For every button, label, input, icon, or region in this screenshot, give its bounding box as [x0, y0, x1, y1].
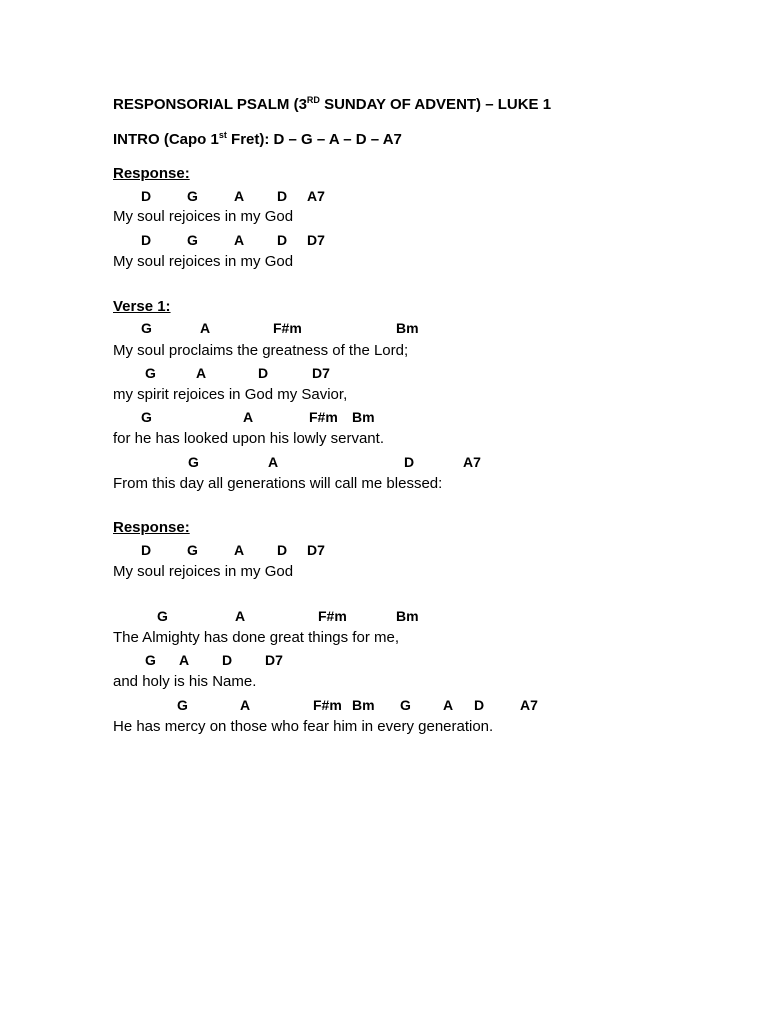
chord-line [0, 453, 768, 471]
chord: D [277, 188, 288, 204]
chord: G [400, 697, 411, 713]
chord: D [141, 542, 152, 558]
section-heading-verse: Verse 1: [113, 298, 171, 315]
chord-line [0, 651, 768, 669]
chord: G [141, 320, 152, 336]
title-superscript: RD [306, 95, 320, 105]
chord: G [187, 188, 198, 204]
chord: A [234, 542, 245, 558]
lyric-line: My soul proclaims the greatness of the Lord; [113, 342, 409, 359]
chord: A7 [307, 188, 325, 204]
chord-line [0, 231, 768, 249]
chord: F#m [318, 608, 347, 624]
chord: G [187, 232, 198, 248]
chord: Bm [352, 409, 375, 425]
chord: F#m [313, 697, 342, 713]
chord: D7 [307, 232, 325, 248]
lyric-line: and holy is his Name. [113, 673, 257, 690]
chord: D [404, 454, 415, 470]
section-heading-response: Response: [113, 165, 190, 182]
intro-superscript: st [218, 130, 227, 140]
chord: D [277, 542, 288, 558]
chord: Bm [396, 320, 419, 336]
chord: A [234, 188, 245, 204]
chord: A [443, 697, 454, 713]
chord: Bm [352, 697, 375, 713]
chord: G [145, 365, 156, 381]
lyric-line: From this day all generations will call me blessed: [113, 475, 443, 492]
chord: D [474, 697, 485, 713]
chord-line [0, 696, 768, 714]
page-title [113, 96, 551, 114]
chord: D7 [312, 365, 330, 381]
chord: A [240, 697, 251, 713]
chord-line [0, 187, 768, 205]
lyric-line: He has mercy on those who fear him in every generation. [113, 718, 494, 735]
chord: A [196, 365, 207, 381]
chord-line [0, 319, 768, 337]
chord: A [200, 320, 211, 336]
chord-line [0, 408, 768, 426]
chord: D7 [265, 652, 283, 668]
chord: G [145, 652, 156, 668]
section-heading-response: Response: [113, 519, 190, 536]
chord: A7 [463, 454, 481, 470]
chord: D [141, 232, 152, 248]
intro-text: INTRO (Capo 1 [113, 131, 219, 148]
chord: A7 [520, 697, 538, 713]
chord: D [258, 365, 269, 381]
chord: D7 [307, 542, 325, 558]
chord: A [234, 232, 245, 248]
lyric-line: My soul rejoices in my God [113, 253, 294, 270]
chord: F#m [273, 320, 302, 336]
lyric-line: The Almighty has done great things for me, [113, 629, 399, 646]
chord: D [141, 188, 152, 204]
chord-line [0, 607, 768, 625]
lyric-line: My soul rejoices in my God [113, 208, 294, 225]
chord-line [0, 364, 768, 382]
chord: A [243, 409, 254, 425]
chord: A [268, 454, 279, 470]
chord: G [188, 454, 199, 470]
chord: A [179, 652, 190, 668]
chord: G [177, 697, 188, 713]
title-text-end: SUNDAY OF ADVENT) – LUKE 1 [319, 96, 552, 113]
chord: Bm [396, 608, 419, 624]
chord: G [157, 608, 168, 624]
lyric-line: my spirit rejoices in God my Savior, [113, 386, 348, 403]
title-text: RESPONSORIAL PSALM (3 [113, 96, 307, 113]
chord: G [141, 409, 152, 425]
chord: A [235, 608, 246, 624]
chord: D [277, 232, 288, 248]
intro-line [113, 131, 402, 149]
chord: D [222, 652, 233, 668]
lyric-line: for he has looked upon his lowly servant. [113, 430, 384, 447]
chord: F#m [309, 409, 338, 425]
lyric-line: My soul rejoices in my God [113, 563, 294, 580]
chord: G [187, 542, 198, 558]
chord-line [0, 541, 768, 559]
intro-text-end: Fret): D – G – A – D – A7 [226, 131, 402, 148]
